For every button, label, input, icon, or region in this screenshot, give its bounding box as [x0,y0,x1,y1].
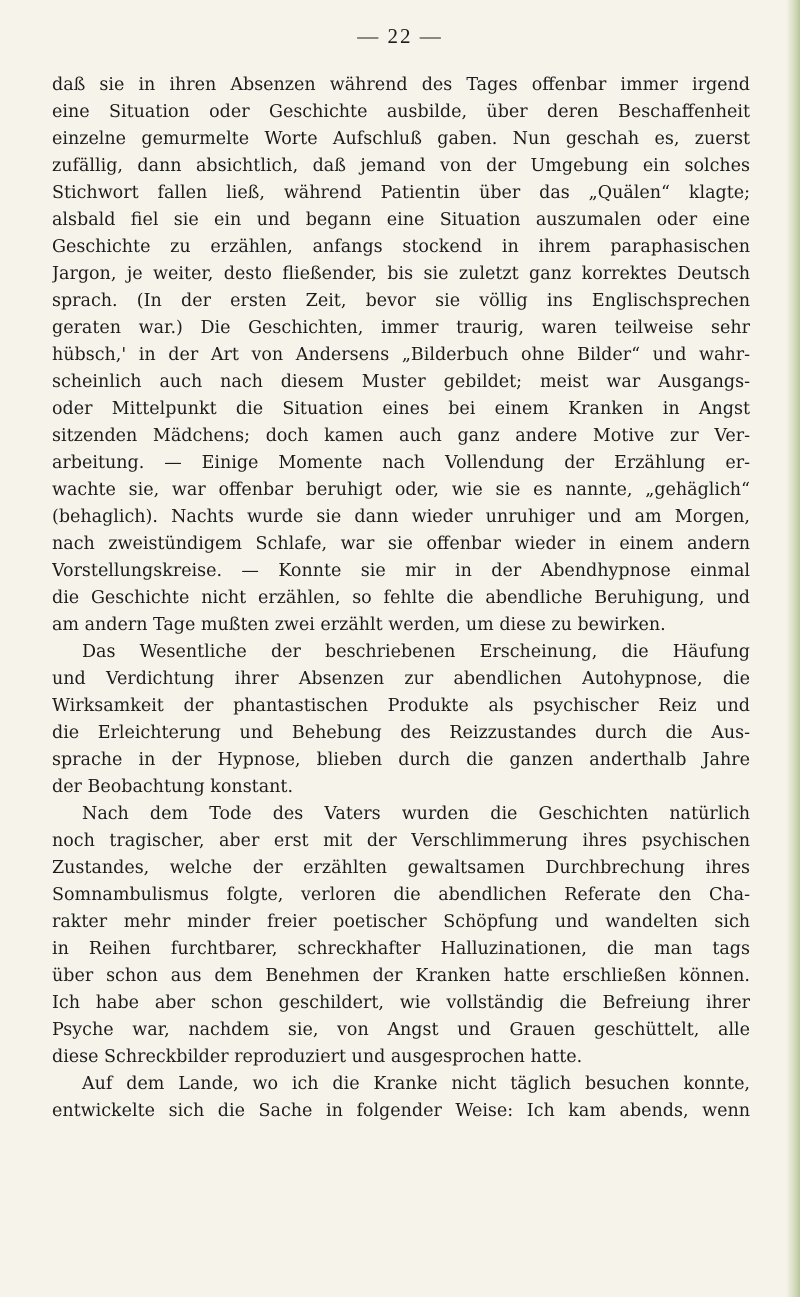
text-line: sitzenden Mädchens; doch kamen auch ganz andere Motive zur Ver- [52,426,750,446]
text-line: Zustandes, welche der erzählten gewaltsamen Durchbrechung ihres [52,858,750,878]
text-line: Geschichte zu erzählen, anfangs stockend in ihrem paraphasischen [52,237,750,257]
text-line: in Reihen furchtbarer, schreckhafter Halluzinationen, die man tags [52,939,750,959]
text-line: rakter mehr minder freier poetischer Schöpfung und wandelten sich [52,912,750,932]
text-line: Vorstellungskreise. — Konnte sie mir in der Abendhypnose einmal [52,561,750,581]
body-text [52,72,750,1125]
text-line: am andern Tage mußten zwei erzählt werden, um diese zu bewirken. [52,615,666,635]
text-line: diese Schreckbilder reproduziert und ausgesprochen hatte. [52,1047,583,1067]
text-line: Somnambulismus folgte, verloren die abendlichen Referate den Cha- [52,885,750,905]
text-line: sprach. (In der ersten Zeit, bevor sie völlig ins Englischsprechen [52,291,750,311]
page-number: — 22 — [357,24,443,48]
text-line: die Erleichterung und Behebung des Reizzustandes durch die Aus- [52,723,750,743]
text-line: eine Situation oder Geschichte ausbilde, über deren Beschaffenheit [52,102,750,122]
text-line: nach zweistündigem Schlafe, war sie offenbar wieder in einem andern [52,534,750,554]
text-line: alsbald fiel sie ein und begann eine Situation auszumalen oder eine [52,210,750,230]
text-line: (behaglich). Nachts wurde sie dann wieder unruhiger und am Morgen, [52,507,750,527]
text-line: einzelne gemurmelte Worte Aufschluß gaben. Nun geschah es, zuerst [52,129,750,149]
text-line: geraten war.) Die Geschichten, immer traurig, waren teilweise sehr [52,318,750,338]
text-line: Ich habe aber schon geschildert, wie vollständig die Befreiung ihrer [52,993,750,1013]
text-line: Jargon, je weiter, desto fließender, bis sie zuletzt ganz korrektes Deutsch [52,264,750,284]
text-line: oder Mittelpunkt die Situation eines bei einem Kranken in Angst [52,399,750,419]
text-line: Wirksamkeit der phantastischen Produkte als psychischer Reiz und [52,696,750,716]
text-line: und Verdichtung ihrer Absenzen zur abendlichen Autohypnose, die [52,669,750,689]
text-line: über schon aus dem Benehmen der Kranken hatte erschließen können. [52,966,750,986]
text-line: daß sie in ihren Absenzen während des Tages offenbar immer irgend [52,75,750,95]
text-line: scheinlich auch nach diesem Muster gebildet; meist war Ausgangs- [52,372,750,392]
text-line: Das Wesentliche der beschriebenen Erscheinung, die Häufung [82,642,750,662]
text-line: Auf dem Lande, wo ich die Kranke nicht täglich besuchen konnte, [82,1074,750,1094]
text-line: sprache in der Hypnose, blieben durch die ganzen anderthalb Jahre [52,750,750,770]
text-line: die Geschichte nicht erzählen, so fehlte die abendliche Beruhigung, und [52,588,750,608]
text-line: entwickelte sich die Sache in folgender Weise: Ich kam abends, wenn [52,1101,750,1121]
text-line: hübsch,' in der Art von Andersens „Bilderbuch ohne Bilder“ und wahr- [52,345,750,365]
text-line: Psyche war, nachdem sie, von Angst und Grauen geschüttelt, alle [52,1020,750,1040]
text-line: noch tragischer, aber erst mit der Verschlimmerung ihres psychischen [52,831,750,851]
page-edge-shadow [786,0,800,1297]
text-line: Nach dem Tode des Vaters wurden die Geschichten natürlich [82,804,750,824]
text-line: arbeitung. — Einige Momente nach Vollendung der Erzählung er- [52,453,750,473]
text-line: zufällig, dann absichtlich, daß jemand von der Umgebung ein solches [52,156,750,176]
text-line: wachte sie, war offenbar beruhigt oder, wie sie es nannte, „gehäglich“ [52,480,750,500]
text-line: der Beobachtung konstant. [52,777,294,797]
text-line: Stichwort fallen ließ, während Patientin über das „Quälen“ klagte; [52,183,750,203]
